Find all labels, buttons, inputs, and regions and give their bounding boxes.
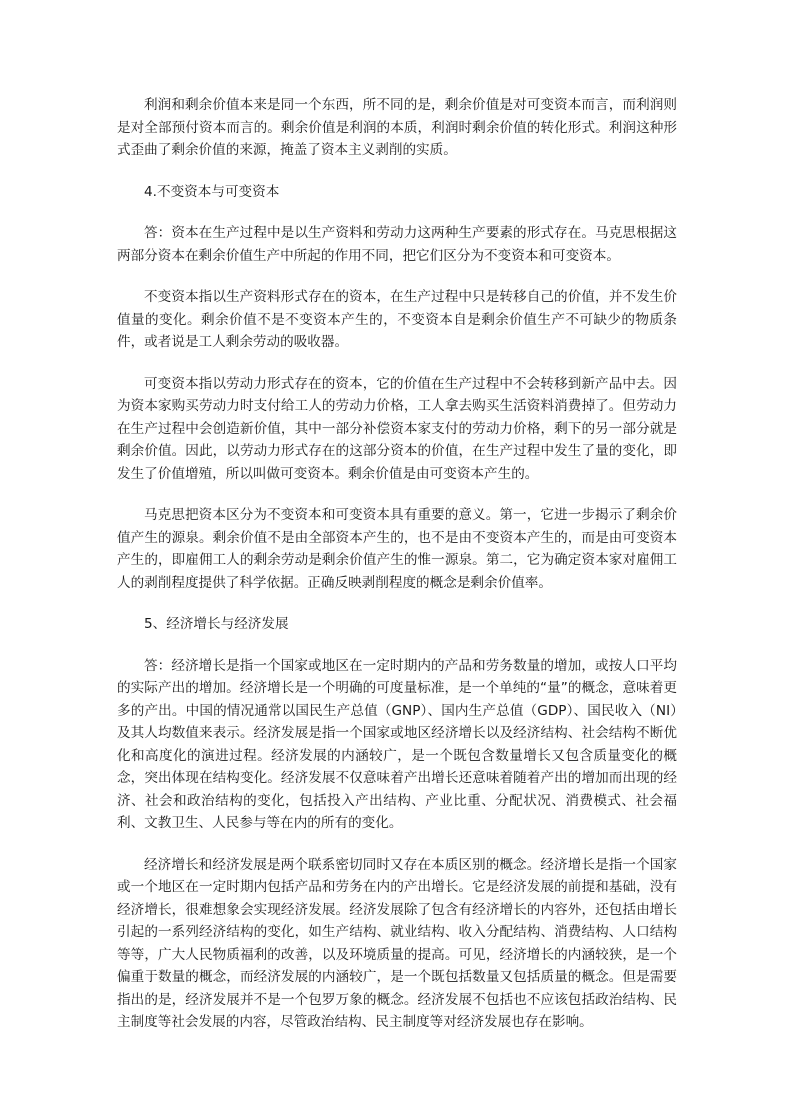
- paragraph-profit-surplus-value: 利润和剩余价值本来是同一个东西，所不同的是，剩余价值是对可变资本而言，而利润则是对全部预付资本而言的。剩余价值是利润的本质，利润时剩余价值的转化形式。利润这种形式歪曲了剩余价值的来源，掩盖了资本主义剥削的实质。: [117, 97, 677, 158]
- paragraph-gap: [117, 485, 677, 504]
- paragraph-gap: [117, 162, 677, 181]
- section-heading-4: 4.不变资本与可变资本: [144, 183, 280, 200]
- paragraph-gap: [117, 354, 677, 373]
- paragraph-answer-capital: 答：资本在生产过程中是以生产资料和劳动力这两种生产要素的形式存在。马克思根据这两部分资本在剩余价值生产中所起的作用不同，把它们区分为不变资本和可变资本。: [117, 225, 677, 264]
- paragraph-growth-vs-development: 经济增长和经济发展是两个联系密切同时又存在本质区别的概念。经济增长是指一个国家或一个地区在一定时期内包括产品和劳务在内的产出增长。它是经济发展的前提和基础，没有经济增长，很难想象会实现经济发展。经济发展除了包含有经济增长的内容外，还包括由增长引起的一系列经济结构的变化，如生产结构、就业结构、收入分配结构、消费结构、人口结构等等，广大人民物质福利的改善，以及环境质量的提高。可见，经济增长的内涵较狭，是一个偏重于数量的概念，而经济发展的内涵较广，是一个既包括数量又包括质量的概念。但是需要指出的是，经济发展并不是一个包罗万象的概念。经济发展不包括也不应该包括政治结构、民主制度等社会发展的内容，尽管政治结构、民主制度等对经济发展也存在影响。: [117, 856, 677, 1030]
- paragraph-gap: [117, 267, 677, 286]
- paragraph-variable-capital: 可变资本指以劳动力形式存在的资本，它的价值在生产过程中不会转移到新产品中去。因为资本家购买劳动力时支付给工人的劳动力价格，工人拿去购买生活资料消费掉了。但劳动力在生产过程中会创造新价值，其中一部分补偿资本家支付的劳动力价格，剩下的另一部分就是剩余价值。因此，以劳动力形式存在的这部分资本的价值，在生产过程中发生了量的变化，即发生了价值增殖，所以叫做可变资本。剩余价值是由可变资本产生的。: [117, 375, 677, 482]
- document-page: [117, 94, 677, 1034]
- section-heading-5: 5、经济增长与经济发展: [144, 616, 289, 632]
- paragraph-answer-growth: 答：经济增长是指一个国家或地区在一定时期内的产品和劳务数量的增加，或按人口平均的实际产出的增加。经济增长是一个明确的可度量标准，是一个单纯的“量”的概念，意味着更多的产出。中国的情况通常以国民生产总值（GNP）、国内生产总值（GDP）、国民收入（NI）及其人均数值来表示。经济发展是指一个国家或地区经济增长以及经济结构、社会结构不断优化和高度化的演进过程。经济发展的内涵较广，是一个既包含数量增长又包含质量变化的概念，突出体现在结构变化。经济发展不仅意味着产出增长还意味着随着产出的增加而出现的经济、社会和政治结构的变化，包括投入产出结构、产业比重、分配状况、消费模式、社会福利、文教卫生、人民参与等在内的所有的变化。: [117, 657, 677, 831]
- paragraph-gap: [117, 203, 677, 222]
- paragraph-constant-capital: 不变资本指以生产资料形式存在的资本，在生产过程中只是转移自己的价值，并不发生价值量的变化。剩余价值不是不变资本产生的，不变资本自是剩余价值生产不可缺少的物质条件，或者说是工人剩余劳动的吸收器。: [117, 289, 677, 350]
- paragraph-gap: [117, 636, 677, 655]
- paragraph-significance: 马克思把资本区分为不变资本和可变资本具有重要的意义。第一，它进一步揭示了剩余价值产生的源泉。剩余价值不是由全部资本产生的，也不是由不变资本产生的，而是由可变资本产生的，即雇佣工人的剩余劳动是剩余价值产生的惟一源泉。第二，它为确定资本家对雇佣工人的剥削程度提供了科学依据。正确反映剥削程度的概念是剩余价值率。: [117, 507, 677, 591]
- paragraph-gap: [117, 594, 677, 613]
- paragraph-gap: [117, 835, 677, 854]
